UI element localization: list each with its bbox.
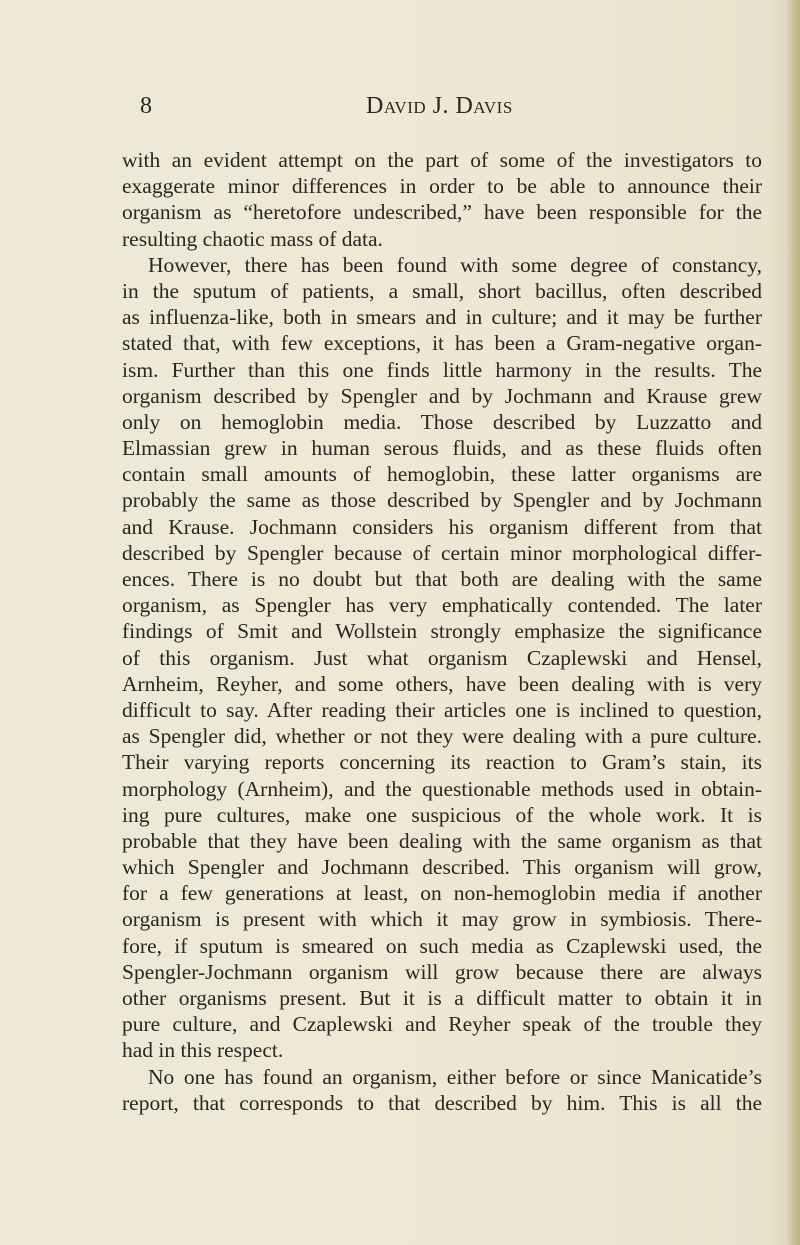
text-line: organism described by Spengler and by Jochmann and Krause grew: [122, 383, 762, 408]
text-line: ing pure cultures, make one suspicious of the whole work. It is: [122, 802, 762, 827]
text-line: ism. Further than this one finds little harmony in the results. The: [122, 357, 762, 382]
text-line: difficult to say. After reading their articles one is inclined to question,: [122, 697, 762, 722]
text-line: other organisms present. But it is a difficult matter to obtain it in: [122, 986, 762, 1010]
text-line: Arnheim, Reyher, and some others, have been dealing with is very: [122, 671, 762, 696]
text-line: of this organism. Just what organism Czaplewski and Hensel,: [122, 645, 762, 670]
text-line: pure culture, and Czaplewski and Reyher speak of the trouble they: [122, 1012, 762, 1037]
text-line: resulting chaotic mass of data.: [122, 226, 383, 251]
text-line: had in this respect.: [122, 1038, 284, 1063]
text-line: only on hemoglobin media. Those described by Luzzatto and: [122, 409, 762, 434]
text-line: morphology (Arnheim), and the questionable methods used in obtain-: [122, 776, 762, 801]
text-line: Their varying reports concerning its reaction to Gram’s stain, its: [122, 750, 762, 775]
text-line: probable that they have been dealing with the same organism as that: [122, 828, 762, 853]
text-line: as Spengler did, whether or not they were dealing with a pure culture.: [122, 724, 762, 749]
text-line: However, there has been found with some degree of constancy,: [148, 252, 762, 277]
text-line: contain small amounts of hemoglobin, these latter organisms are: [122, 462, 762, 487]
text-line: which Spengler and Jochmann described. This organism will grow,: [122, 855, 762, 880]
text-line: as influenza-like, both in smears and in culture; and it may be further: [122, 305, 762, 330]
page-number: 8: [140, 93, 152, 119]
text-line: with an evident attempt on the part of some of the investigators to: [122, 148, 762, 172]
text-line: organism as “heretofore undescribed,” have been responsible for the: [122, 200, 762, 225]
text-line: organism is present with which it may grow in symbiosis. There-: [122, 907, 762, 932]
text-line: No one has found an organism, either before or since Manicatide’s: [148, 1064, 762, 1089]
text-line: in the sputum of patients, a small, short bacillus, often described: [122, 278, 762, 303]
text-line: described by Spengler because of certain minor morphological differ-: [122, 540, 762, 565]
text-line: stated that, with few exceptions, it has been a Gram-negative organ-: [122, 331, 762, 356]
text-line: findings of Smit and Wollstein strongly emphasize the significance: [122, 619, 762, 644]
text-line: ences. There is no doubt but that both are dealing with the same: [122, 567, 762, 591]
text-line: report, that corresponds to that described by him. This is all the: [122, 1090, 762, 1115]
running-head: David J. Davis: [366, 93, 513, 119]
text-line: fore, if sputum is smeared on such media as Czaplewski used, the: [122, 933, 762, 958]
body-text: [122, 147, 762, 1116]
text-line: exaggerate minor differences in order to be able to announce their: [122, 174, 762, 199]
page-header: [140, 92, 780, 122]
text-line: Spengler-Jochmann organism will grow because there are always: [122, 959, 762, 984]
text-line: for a few generations at least, on non-hemoglobin media if another: [122, 881, 762, 906]
text-line: and Krause. Jochmann considers his organism different from that: [122, 514, 762, 539]
text-line: probably the same as those described by Spengler and by Jochmann: [122, 488, 762, 513]
page-edge: [786, 0, 800, 1245]
text-line: Elmassian grew in human serous fluids, and as these fluids often: [122, 436, 762, 461]
text-line: organism, as Spengler has very emphatically contended. The later: [122, 593, 762, 618]
